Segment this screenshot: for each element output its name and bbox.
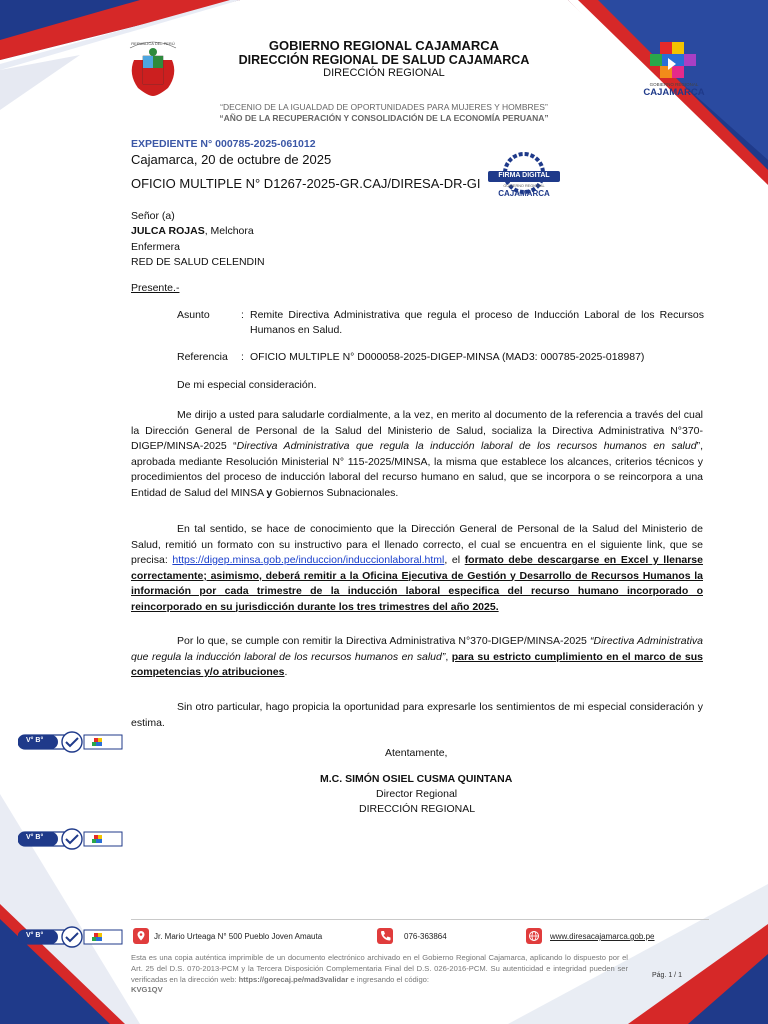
asunto-text: Remite Directiva Administrativa que regula el proceso de Inducción Laboral de los Recursos Humanos en Salud. <box>250 309 704 337</box>
firma-digital-label: FIRMA DIGITAL <box>498 172 550 179</box>
referencia-label: Referencia <box>177 351 228 363</box>
asunto-label: Asunto <box>177 309 210 321</box>
header-gobierno: GOBIERNO REGIONAL CAJAMARCA <box>268 38 500 53</box>
signer-oficina: DIRECCIÓN REGIONAL <box>359 803 476 815</box>
saludo: De mi especial consideración. <box>177 379 317 391</box>
anio-slogan: “AÑO DE LA RECUPERACIÓN Y CONSOLIDACIÓN DE LA ECONOMÍA PERUANA” <box>219 113 549 123</box>
footer-website[interactable]: www.diresacajamarca.gob.pe <box>550 932 655 941</box>
page-number: Pág. 1 / 1 <box>652 972 682 979</box>
oficio-number: OFICIO MULTIPLE N° D1267-2025-GR.CAJ/DIRESA-DR-GI <box>131 176 481 191</box>
paragraph-4: Sin otro particular, hago propicia la oportunidad para expresarle los sentimientos de mi especial consideración y estima. <box>131 701 703 729</box>
top-right-decoration <box>568 0 768 200</box>
firma-sub: GOBIERNO REGIONAL <box>503 184 545 188</box>
logo-top-text: GOBIERNO REGIONAL <box>649 82 699 87</box>
vb-label-3: V° B° <box>26 932 44 939</box>
presente-label: Presente.- <box>131 282 180 294</box>
header-direccion-salud: DIRECCIÓN REGIONAL DE SALUD CAJAMARCA <box>238 53 530 67</box>
firma-digital-badge <box>486 151 562 201</box>
header-direccion-regional: DIRECCIÓN REGIONAL <box>323 67 445 79</box>
verification-code: KVG1QV <box>131 985 163 995</box>
vb-stamp-2 <box>18 828 126 850</box>
recipient-name: JULCA ROJAS, Melchora <box>131 225 254 238</box>
decenio-slogan: “DECENIO DE LA IGUALDAD DE OPORTUNIDADES PARA MUJERES Y HOMBRES” <box>220 102 548 112</box>
footer-phone: 076-363864 <box>404 932 447 941</box>
document-date: Cajamarca, 20 de octubre de 2025 <box>131 152 332 167</box>
paragraph-3: Por lo que, se cumple con remitir la Directiva Administrativa N°370-DIGEP/MINSA-2025 “Directiva Administrativa que regula la inducción laboral de los recursos humanos en salud”, para su estricto cumplimiento en el marco de sus competencias y/o atribuciones. <box>131 635 703 678</box>
web-icon <box>526 928 542 944</box>
referencia-text: OFICIO MULTIPLE N° D000058-2025-DIGEP-MINSA (MAD3: 000785-2025-018987) <box>250 351 645 363</box>
footer-address: Jr. Mario Urteaga N° 500 Pueblo Joven Amauta <box>154 932 323 941</box>
seal-caption: REPUBLICA DEL PERÚ <box>131 41 175 46</box>
referencia-sep: : <box>241 351 244 363</box>
logo-name-text: CAJAMARCA <box>643 87 705 98</box>
recipient-cargo: Enfermera <box>131 240 181 253</box>
asunto-sep: : <box>241 309 244 321</box>
signer-cargo: Director Regional <box>376 788 458 800</box>
digep-link[interactable]: https://digep.minsa.gob.pe/induccion/induccionlaboral.html <box>172 554 445 566</box>
recipient-entidad: RED DE SALUD CELENDIN <box>131 256 265 269</box>
phone-icon <box>377 928 393 944</box>
recipient-block <box>131 209 265 271</box>
vb-stamp-3 <box>18 926 126 948</box>
expediente-number: EXPEDIENTE N° 000785-2025-061012 <box>131 138 316 150</box>
paragraph-1: Me dirijo a usted para saludarle cordialmente, a la vez, en merito al documento de la referencia a través del cual la Dirección General de Personal de la Salud del Ministerio de Salud, socializa la Directiva Administrativa N°370-DIGEP/MINSA-2025 “Directiva Administrativa que regula la inducción laboral de los recursos humanos en salud”, aprobada mediante Resolución Ministerial N° 115-2025/MINSA, la misma que establece los alcances, criterios técnicos y procedimientos del proceso de inducción laboral del recurso humano en salud, que se incorpora o se reincorpora a una Entidad de Salud del MINSA y Gobiernos Subnacionales. <box>131 409 703 499</box>
paragraph-2: En tal sentido, se hace de conocimiento que la Dirección General de Personal de la Salud del Ministerio de Salud, remitió un formato con su instructivo para el llenado correcto, el cual se encuentra en el siguiente link, que se precisa: https://digep.minsa.gob.pe/induccion/induccionlaboral.html, el formato debe descargarse en Excel y llenarse correctamente; asimismo, deberá remitir a la Oficina Ejecutiva de Gestión y Desarrollo de Recursos Humanos la información por cada trimestre de la inducción laboral especifica del recurso humano incorporado o reincorporado en su jurisdicción durante los tres trimestres del año 2025. <box>131 523 703 613</box>
atentamente: Atentamente, <box>385 747 448 759</box>
footer-disclaimer: Esta es una copia auténtica imprimible de un documento electrónico archivado en el Gobierno Regional Cajamarca, aplicando lo dispuesto por el Art. 25 del D.S. 070-2013-PCM y la Tercera Disposición Complementaria Final del D.S. 026-2016-PCM. Su autenticidad e integridad pueden ser verificadas en la dirección web: https://gorecaj.pe/mad3validar e ingresando el código: KVG1QV <box>131 953 628 995</box>
vb-label-1: V° B° <box>26 737 44 744</box>
recipient-salutation: Señor (a) <box>131 210 175 222</box>
vb-label-2: V° B° <box>26 834 44 841</box>
location-icon <box>133 928 149 944</box>
vb-stamp-1 <box>18 731 126 753</box>
signer-name: M.C. SIMÓN OSIEL CUSMA QUINTANA <box>320 773 513 785</box>
footer-divider <box>131 919 709 920</box>
firma-name: CAJAMARCA <box>498 189 550 198</box>
